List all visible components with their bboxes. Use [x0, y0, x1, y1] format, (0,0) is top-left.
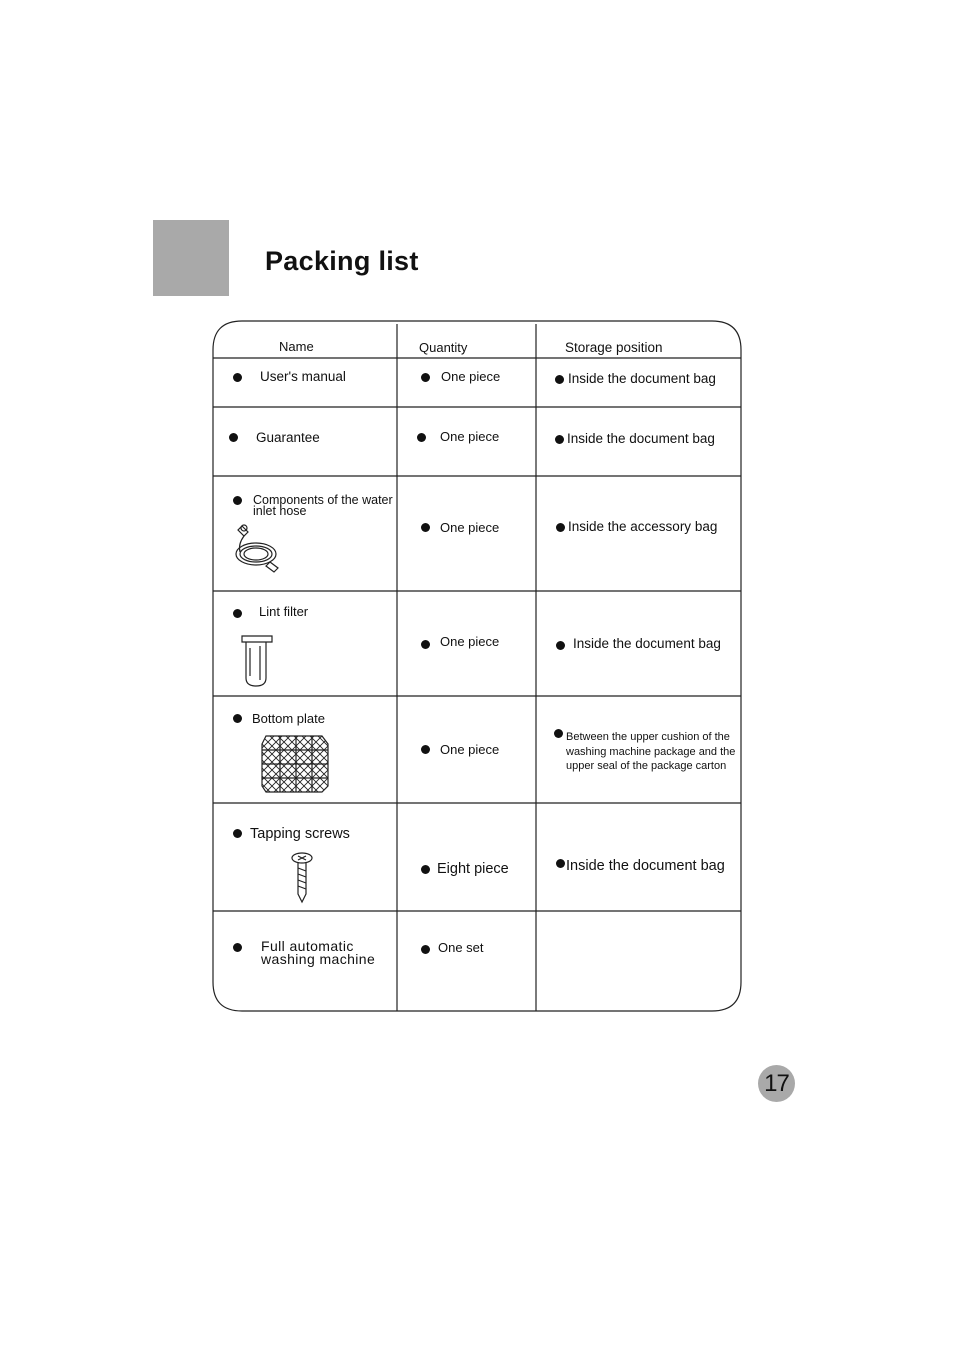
bullet-icon: [233, 943, 242, 952]
row-storage: Inside the document bag: [573, 636, 721, 651]
row-quantity: One piece: [440, 520, 500, 535]
row-storage: Inside the document bag: [566, 858, 725, 874]
row-quantity: One piece: [440, 429, 500, 444]
row-quantity: One piece: [440, 634, 500, 649]
row-name: User's manual: [260, 369, 346, 384]
bullet-icon: [233, 714, 242, 723]
row-name: Full automatic washing machine: [261, 938, 376, 967]
row-storage: Between the upper cushion of the washing machine package and the upper seal of the package carton: [566, 731, 736, 772]
row-quantity: One piece: [441, 369, 501, 384]
row-name: Tapping screws: [250, 826, 350, 842]
bullet-icon: [421, 745, 430, 754]
bullet-icon: [233, 373, 242, 382]
row-quantity: Eight piece: [437, 861, 509, 877]
bullet-icon: [421, 640, 430, 649]
bullet-icon: [417, 433, 426, 442]
header-storage: Storage position: [565, 340, 663, 355]
bottom-plate-icon: [260, 734, 330, 794]
bullet-icon: [233, 496, 242, 505]
packing-table: [212, 320, 742, 1012]
row-name: Bottom plate: [252, 711, 325, 726]
bullet-icon: [421, 865, 430, 874]
row-name: Lint filter: [259, 604, 309, 619]
bullet-icon: [555, 375, 564, 384]
header-quantity: Quantity: [419, 340, 468, 355]
page-title: Packing list: [265, 246, 419, 276]
bullet-icon: [556, 523, 565, 532]
bullet-icon: [555, 435, 564, 444]
row-name: Guarantee: [256, 430, 320, 445]
bullet-icon: [421, 523, 430, 532]
row-storage: Inside the accessory bag: [568, 519, 718, 534]
row-name: Components of the water inlet hose: [253, 493, 393, 518]
bullet-icon: [556, 859, 565, 868]
bullet-icon: [421, 945, 430, 954]
section-marker: [153, 220, 229, 296]
row-storage: Inside the document bag: [567, 431, 715, 446]
row-quantity: One piece: [440, 742, 500, 757]
bullet-icon: [229, 433, 238, 442]
water-inlet-hose-icon: [230, 518, 286, 574]
table-grid: [212, 320, 742, 1012]
bullet-icon: [233, 609, 242, 618]
header-name: Name: [279, 339, 314, 354]
lint-filter-icon: [240, 632, 274, 688]
tapping-screw-icon: [290, 852, 314, 904]
page-number: 17: [758, 1065, 795, 1102]
row-quantity: One set: [438, 940, 484, 955]
bullet-icon: [233, 829, 242, 838]
bullet-icon: [556, 641, 565, 650]
bullet-icon: [554, 729, 563, 738]
bullet-icon: [421, 373, 430, 382]
row-storage: Inside the document bag: [568, 371, 716, 386]
